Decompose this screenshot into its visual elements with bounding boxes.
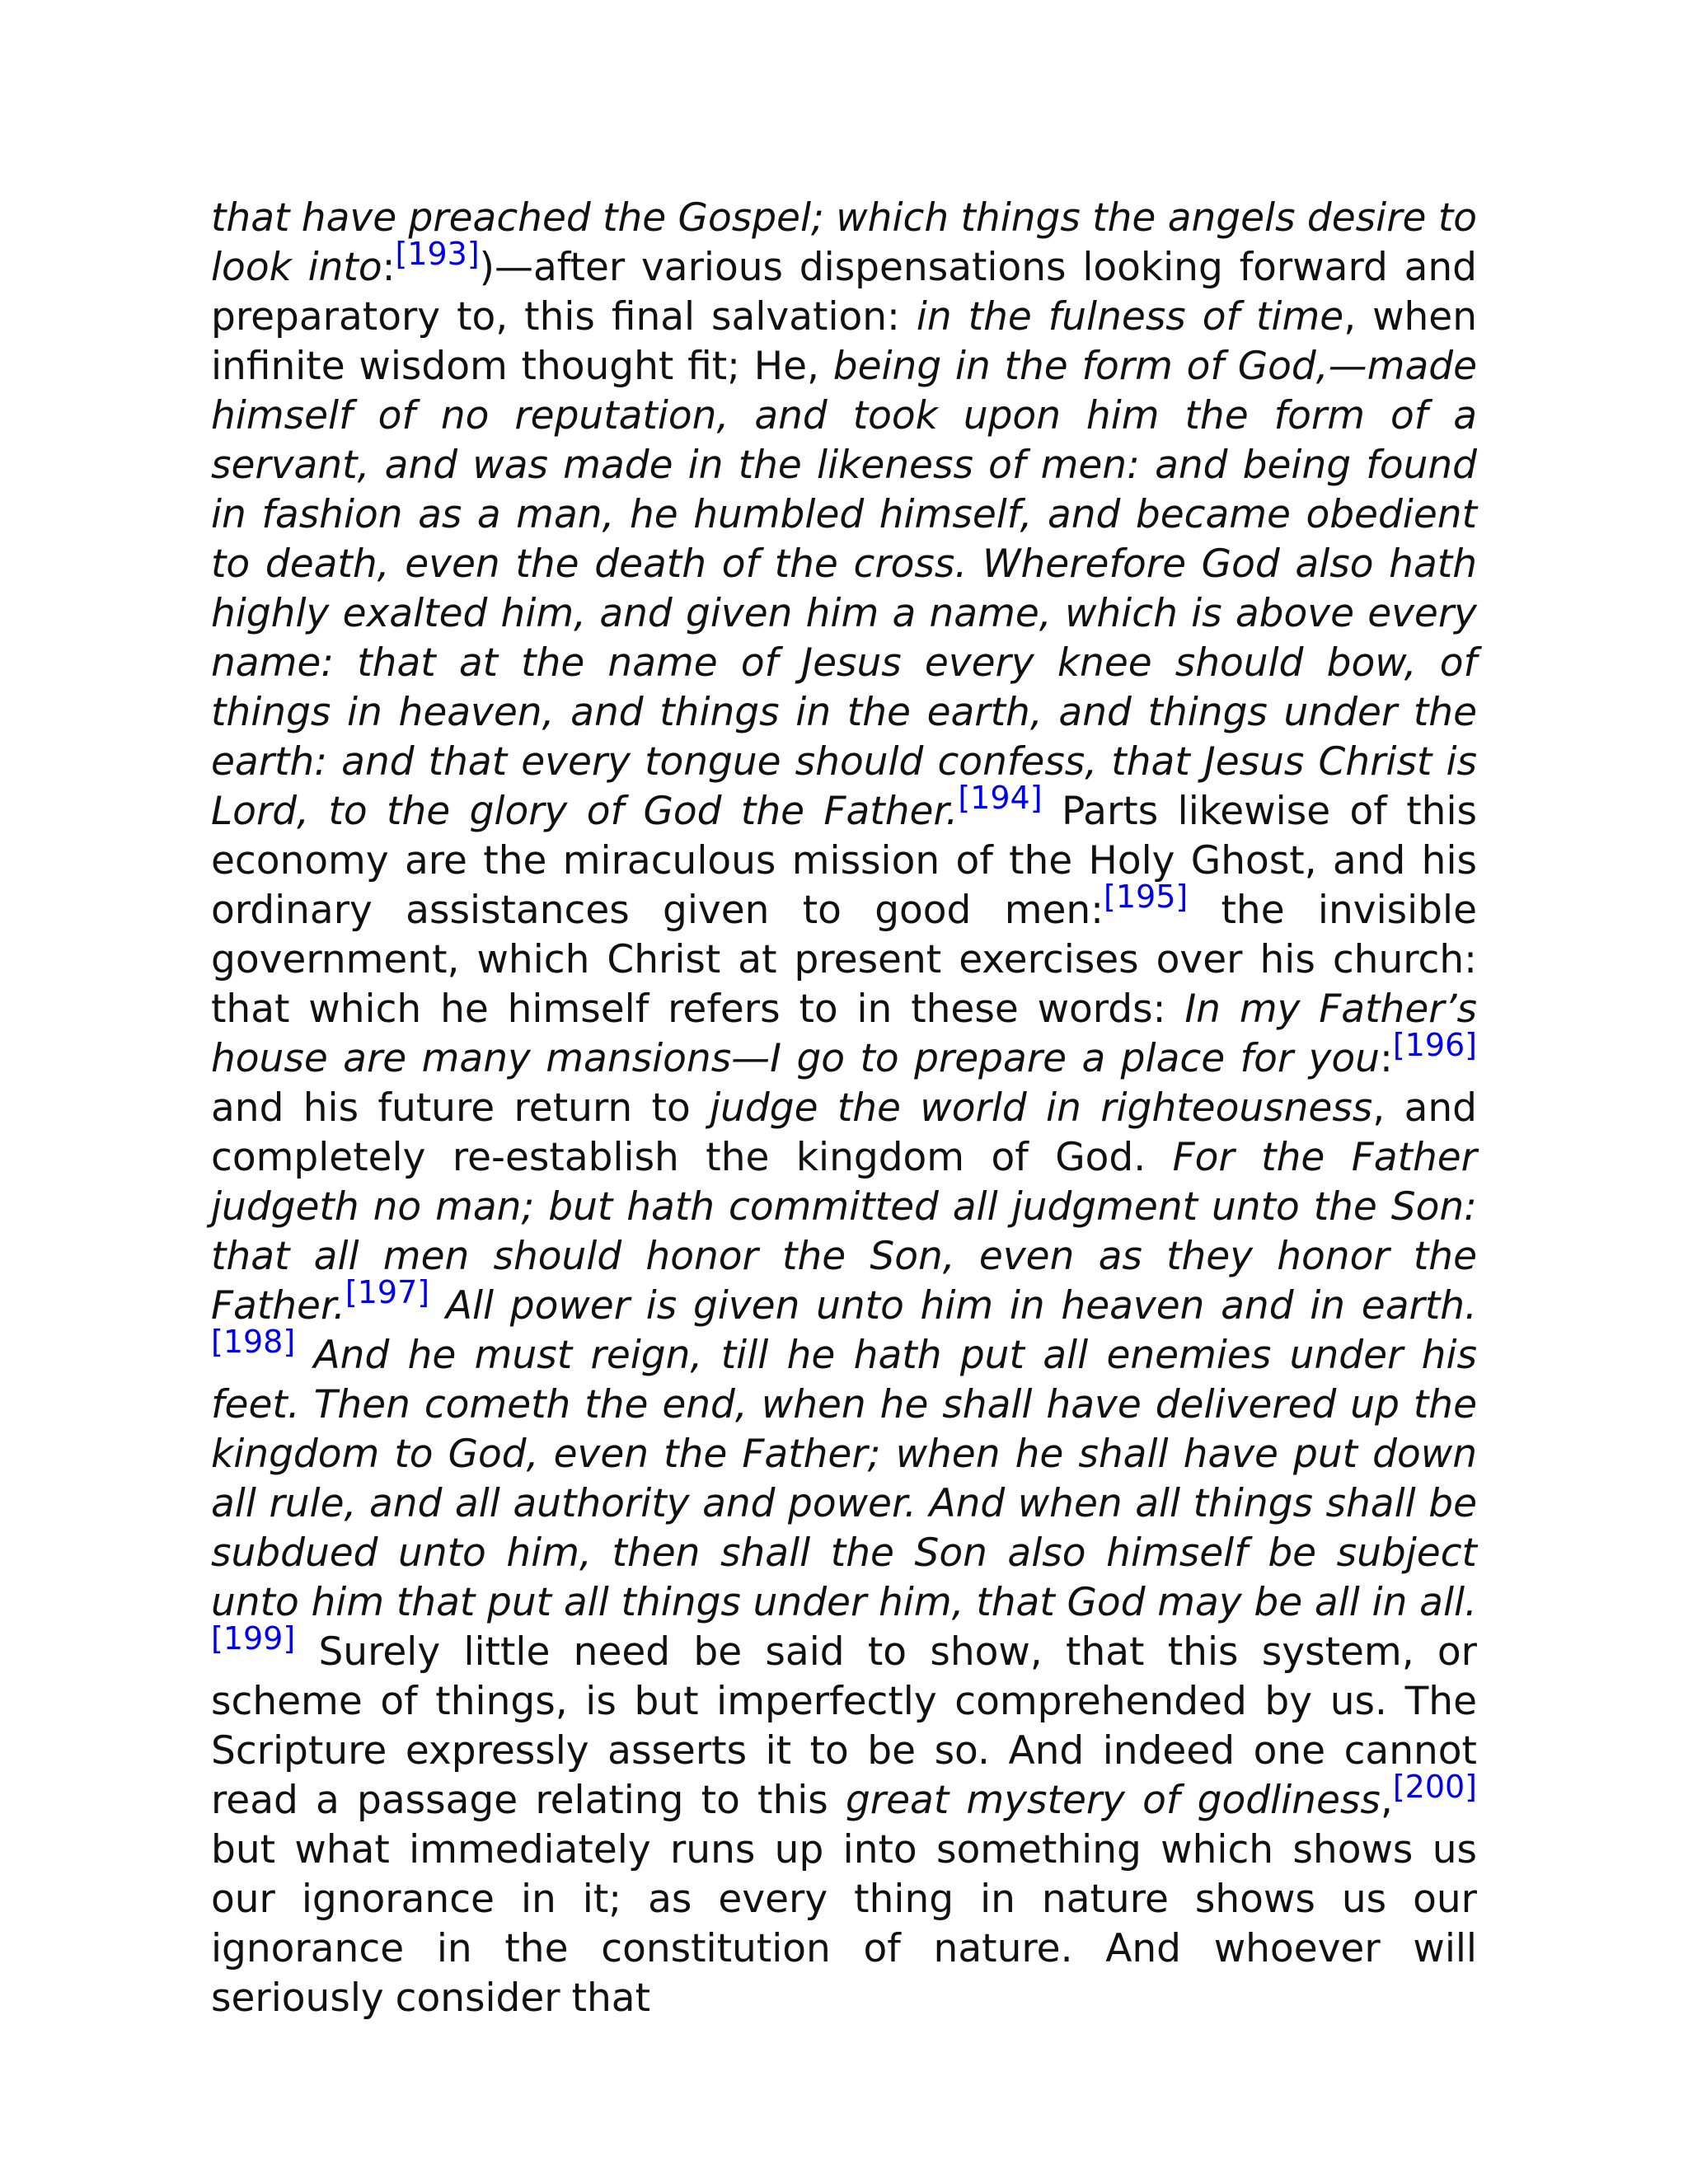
italic-text: All power is given unto him in heaven and in earth. (445, 1283, 1477, 1329)
italic-text: great mystery of godliness (845, 1778, 1381, 1823)
body-text: )—after various dispensations looking forward and preparatory to, this final salvation: (211, 245, 1478, 340)
italic-text: judge the world in righteousness (710, 1085, 1373, 1131)
footnote-link[interactable]: [194] (958, 780, 1043, 816)
footnote-link[interactable]: [199] (211, 1620, 296, 1657)
body-text: , and completely re-establish the kingdom of God. (211, 1085, 1477, 1180)
body-text: : (1379, 1036, 1393, 1081)
footnote-link[interactable]: [197] (345, 1274, 430, 1310)
body-text: , when infinite wisdom thought fit; He, (211, 294, 1478, 389)
body-paragraph (211, 194, 1477, 2023)
footnote-link[interactable]: [196] (1392, 1027, 1477, 1063)
body-text (295, 1333, 313, 1378)
italic-text: in the fulness of time (916, 294, 1344, 340)
body-text (429, 1283, 446, 1329)
body-text: Surely little need be said to show, that this system, or scheme of things, is but imperfectly comprehended by us. The Scripture expressly asserts it to be so. And indeed one cannot read a passage relating to this (211, 1629, 1477, 1823)
italic-text: For the Father judgeth no man; but hath committed all judgment unto the Son: that all men should honor the Son, even as they honor the Father. (211, 1135, 1477, 1329)
body-text: , (1380, 1778, 1393, 1823)
body-text: and his future return to (211, 1085, 710, 1131)
italic-text: In my Father’s house are many mansions—I go to prepare a place for you (211, 987, 1477, 1081)
footnote-link[interactable]: [193] (395, 236, 480, 272)
page (211, 194, 1477, 2023)
footnote-link[interactable]: [198] (211, 1324, 296, 1360)
italic-text: And he must reign, till he hath put all enemies under his feet. Then cometh the end, when he shall have delivered up the kingdom to God, even the Father; when he shall have put down all rule, and all authority and power. And when all things shall be subdued unto him, then shall the Son also himself be subject unto him that put all things under him, that God may be all in all. (211, 1333, 1477, 1625)
body-text: but what immediately runs up into something which shows us our ignorance in it; as every thing in nature shows us our ignorance in the constitution of nature. And whoever will seriously consider that (211, 1827, 1477, 2021)
body-text: : (382, 245, 396, 290)
italic-text: that have preached the Gospel; which things the angels desire to look into (211, 195, 1477, 290)
body-text: Parts likewise of this economy are the miraculous mission of the Holy Ghost, and his ordinary assistances given to good men: (211, 789, 1477, 933)
footnote-link[interactable]: [200] (1392, 1769, 1477, 1805)
body-text: the invisible government, which Christ at present exercises over his church: that which he himself refers to in these words: (211, 888, 1477, 1032)
italic-text: being in the form of God,—made himself of no reputation, and took upon him the form of a servant, and was made in the likeness of men: and being found in fashion as a man, he humbled himself, and became obedient to death, even the death of the cross. Wherefore God also hath highly exalted him, and given him a name, which is above every name: that at the name of Jesus every knee should bow, of things in heaven, and things in the earth, and things under the earth: and that every tongue should confess, that Jesus Christ is Lord, to the glory of God the Father. (211, 344, 1477, 834)
footnote-link[interactable]: [195] (1104, 879, 1189, 915)
